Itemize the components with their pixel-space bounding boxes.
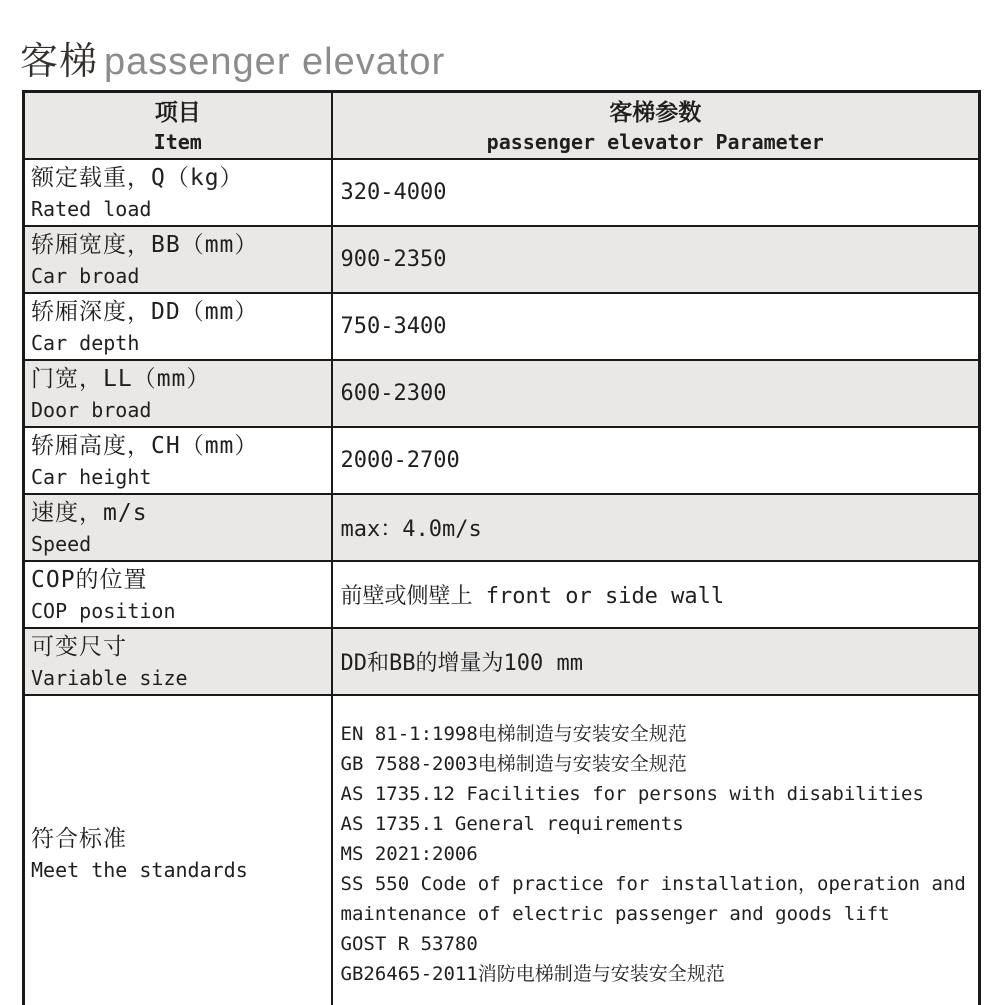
item-cell [24,628,332,695]
value-cell: 320-4000 [332,159,980,226]
value-cell: 2000-2700 [332,427,980,494]
standard-line: AS 1735.1 General requirements [340,812,684,835]
item-label-zh: 符合标准 [31,826,127,852]
item-label-zh: 轿厢高度，CH（mm） [31,433,259,459]
standard-line: GOST R 53780 [340,932,478,955]
value-cell: 900-2350 [332,226,980,293]
table-row-speed [24,494,980,561]
item-cell [24,159,332,226]
item-label-en: Rated load [31,197,152,221]
item-label-en: Speed [31,532,92,556]
table-row-cop-position [24,561,980,628]
header-cell-item [24,92,332,160]
item-label-zh: 额定载重，Q（kg） [31,165,244,191]
item-label-en: Door broad [31,398,152,422]
header-parameter-en: passenger elevator Parameter [486,129,824,154]
header-item-zh: 项目 [154,99,201,126]
value-cell: 前壁或侧壁上 front or side wall [332,561,980,628]
table-header-row [24,92,980,160]
item-label-zh: 轿厢宽度，BB（mm） [31,232,259,258]
table-row-variable-size [24,628,980,695]
item-label-en: Car broad [31,264,140,288]
item-cell [24,226,332,293]
item-cell [24,293,332,360]
standards-value-cell [332,695,980,1005]
table-row-rated-load [24,159,980,226]
value-cell: DD和BB的增量为100 mm [332,628,980,695]
standard-line: GB26465-2011消防电梯制造与安装安全规范 [340,962,725,985]
item-cell [24,494,332,561]
value-cell: 750-3400 [332,293,980,360]
item-label-en: COP position [31,599,176,623]
header-cell-parameter [332,92,980,160]
spec-table [22,90,981,1005]
item-label-zh: 可变尺寸 [31,634,127,660]
item-label-zh: 速度，m/s [31,500,148,526]
item-label-en: Variable size [31,666,188,690]
item-label-en: Car height [31,465,152,489]
table-row-car-height [24,427,980,494]
value-cell: max：4.0m/s [332,494,980,561]
table-row-car-depth [24,293,980,360]
item-label-zh: COP的位置 [31,567,148,593]
value-cell: 600-2300 [332,360,980,427]
standard-line: EN 81-1:1998电梯制造与安装安全规范 [340,722,687,745]
header-parameter-zh: 客梯参数 [609,99,702,126]
item-cell [24,561,332,628]
standard-line: SS 550 Code of practice for installation，operation and maintenance of electric passenger and goods lift [340,872,966,925]
standard-line: GB 7588-2003电梯制造与安装安全规范 [340,752,687,775]
page-title-english: passenger elevator [104,41,446,83]
page-title [20,30,445,85]
table-row-door-broad [24,360,980,427]
item-cell [24,427,332,494]
item-label-en: Meet the standards [31,858,248,882]
item-label-en: Car depth [31,331,140,355]
standard-line: AS 1735.12 Facilities for persons with disabilities [340,782,924,805]
page-title-chinese: 客梯 [20,41,99,83]
header-item-en: Item [153,129,202,154]
standard-line: MS 2021:2006 [340,842,478,865]
item-label-zh: 轿厢深度，DD（mm） [31,299,259,325]
item-cell [24,360,332,427]
table-row-car-broad [24,226,980,293]
item-label-zh: 门宽，LL（mm） [31,366,211,392]
item-cell [24,695,332,1005]
table-row-standards [24,695,980,1005]
